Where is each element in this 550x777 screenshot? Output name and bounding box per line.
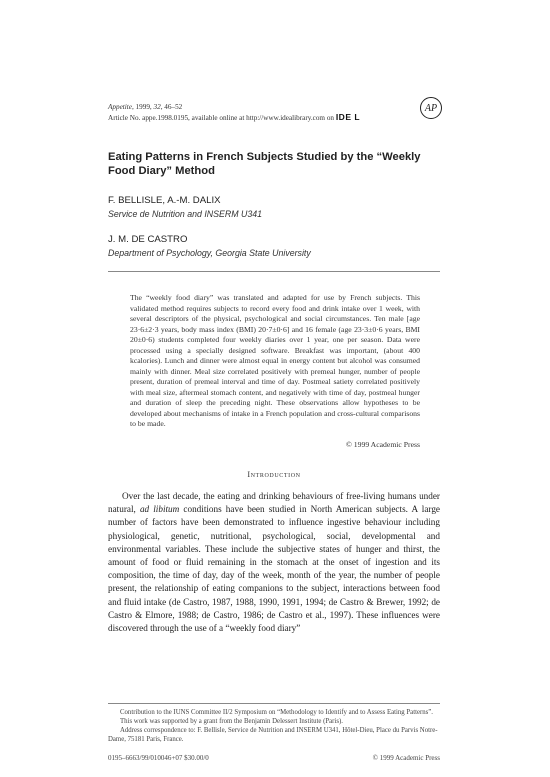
author-group-2-affiliation: Department of Psychology, Georgia State University: [108, 248, 311, 258]
abstract-copyright: © 1999 Academic Press: [346, 440, 420, 449]
footnote-address: Address correspondence to: F. Bellisle, Service de Nutrition and INSERM U341, Hôtel-Dieu, Place du Parvis Notre-Dame, 75181 Paris, France.: [108, 727, 438, 743]
citation-year: , 1999,: [131, 103, 154, 111]
introduction-paragraph: [108, 490, 440, 635]
paragraph-italic-term: ad libitum: [139, 504, 180, 515]
citation-line: [108, 103, 360, 113]
article-code: 0195–6663/99/010046+07 $30.00/0: [108, 754, 209, 762]
section-heading-introduction: Introduction: [247, 470, 301, 479]
footnote-divider: [108, 703, 440, 704]
footnote-funding: This work was supported by a grant from the Benjamin Delessert Institute (Paris).: [120, 718, 343, 725]
ideal-logo: IDE L: [335, 111, 361, 122]
paragraph-text-part-2: conditions have been studied in North American subjects. A large number of factors have been demonstrated to influence ingestive behaviour including physiological, genetic, nutritional, psychological, social, developmental and environmental variables. These include the subjective states of hunger and thirst, the amount of food or fluid remaining in the stomach at the onset of ingestion and its composition, the time of day, day of the week, month of the year, the number of people present, the relationship of eating companions to the subject, interactions between food and fluid intake (de Castro, 1987, 1988, 1990, 1991, 1994; de Castro & Brewer, 1992; de Castro & Elmore, 1988; de Castro, 1986; de Castro et al., 1997). These influences were discovered through the use of a “weekly food diary”: [108, 504, 440, 634]
footnotes: [108, 708, 440, 744]
footer-copyright: © 1999 Academic Press: [372, 754, 440, 762]
author-group-2-names: J. M. DE CASTRO: [108, 234, 188, 245]
page-footer: [108, 754, 440, 762]
page-range: , 46–52: [160, 103, 183, 111]
article-availability: Article No. appe.1998.0195, available online at http://www.idealibrary.com on: [108, 113, 335, 122]
paper-title: Eating Patterns in French Subjects Studied by the “Weekly Food Diary” Method: [108, 151, 421, 177]
author-group-1-names: F. BELLISLE, A.-M. DALIX: [108, 195, 221, 206]
academic-press-logo: AP: [420, 97, 442, 119]
citation-block: [108, 103, 360, 123]
author-group-1-affiliation: Service de Nutrition and INSERM U341: [108, 209, 263, 219]
abstract: The “weekly food diary” was translated and adapted for use by French subjects. This validated method requires subjects to record every food and drink intake over 1 week, with several descriptors of the physical, psychological and social circumstances. Ten male [age 23·6±2·3 years, body mass index (BMI) 20·7±0·6] and 16 female (age 23·3±0·6 years, BMI 20±0·6) students completed four weekly diaries over 1 year, one per season. Data were processed using a specially designed software. Breakfast was important, (about 400 kcalories). Lunch and dinner were almost equal in energy content but alcohol was consumed mainly with dinner. Meal size correlated positively with premeal hunger, number of people present, duration of premeal interval and time of day. Postmeal satiety correlated positively with meal size, aftermeal stomach content, and negatively with time of day, postmeal hunger and duration of sleep the preceding night. These observations allow hypotheses to be developed about mechanisms of intake in a French population and cross-cultural comparisons to be made.: [130, 293, 420, 428]
header-divider: [108, 271, 440, 272]
paragraph-text-part-1: Over the last decade, the eating and drinking behaviours of free-living humans under natural,: [108, 491, 440, 515]
volume-number: 32: [153, 103, 161, 111]
article-line: [108, 113, 360, 124]
journal-name: Appetite: [108, 103, 132, 111]
introduction-body: [108, 490, 440, 635]
footnote-contribution: Contribution to the IUNS Committee II/2 Symposium on “Methodology to Identify and to Assess Eating Patterns”.: [120, 709, 434, 716]
